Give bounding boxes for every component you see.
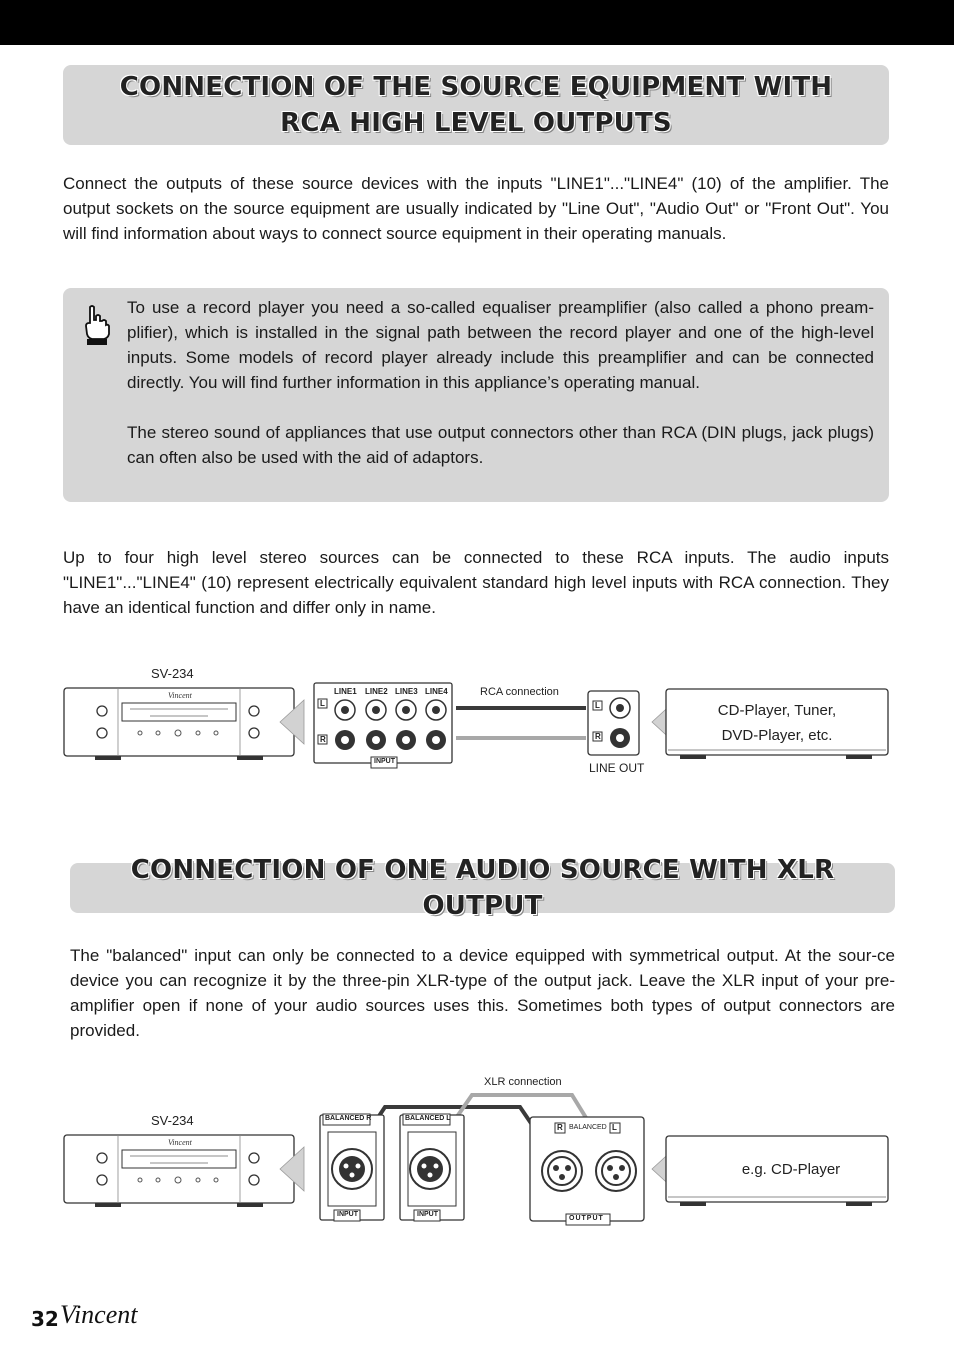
output-l-marker: L xyxy=(612,1123,617,1132)
input-line3-label: LINE3 xyxy=(395,687,418,696)
amplifier-front-2 xyxy=(64,1135,294,1207)
output-r-marker: R xyxy=(557,1123,563,1132)
model-label-2: SV-234 xyxy=(151,1113,194,1128)
input-line2-label: LINE2 xyxy=(365,687,388,696)
source-device-1-line1: CD-Player, Tuner, xyxy=(717,702,837,719)
input-label-1: INPUT xyxy=(374,758,395,765)
input-line4-label: LINE4 xyxy=(425,687,448,696)
input-left-marker: L xyxy=(320,699,325,708)
page-number: 32 xyxy=(31,1307,59,1331)
input-line1-label: LINE1 xyxy=(334,687,357,696)
section2-title: CONNECTION OF ONE AUDIO SOURCE WITH XLR OUTPUT xyxy=(130,855,835,921)
source-device-2-label: e.g. CD-Player xyxy=(741,1161,841,1178)
balanced-l-label: BALANCED L xyxy=(405,1115,451,1122)
lineout-left-marker: L xyxy=(595,701,600,710)
source-device-1-line2: DVD-Player, etc. xyxy=(721,727,833,744)
balanced-r-label: BALANCED R xyxy=(325,1115,372,1122)
section1-body: Up to four high level stereo sources can be connected to these RCA inputs. The audio inputs "LINE1"..."LINE4" (10) represent electrically equivalent standard high level inputs with RCA connection. They have an identical function and differ only in name. xyxy=(63,548,889,617)
note-paragraph-1: To use a record player you need a so-called equaliser preamplifier (also called a phono pream-plifier), which is installed in the signal path between the record player and one of the high-level inputs. Some models of record player already include this preamplifier and can be connected directly. You will find further information in this appliance’s operating manual. xyxy=(127,298,874,392)
model-label-1: SV-234 xyxy=(151,666,194,681)
brand-logo: Vincent xyxy=(60,1300,138,1329)
input-label-3: INPUT xyxy=(417,1211,438,1218)
section2-body: The "balanced" input can only be connected to a device equipped with symmetrical output. At the sour-ce device you can recognize it by the three-pin XLR-type of the output jack. Leave the XLR input of your pre-amplifier open if none of your audio sources uses this. Sometimes both types of output connectors are provided. xyxy=(70,946,895,1040)
line-out-label: LINE OUT xyxy=(589,761,645,775)
section1-title-line2: RCA HIGH LEVEL OUTPUTS xyxy=(280,108,672,138)
balanced-r-input xyxy=(320,1114,384,1221)
note-paragraph-2: The stereo sound of appliances that use output connectors other than RCA (DIN plugs, jack plugs) can often also be used with the aid of adaptors. xyxy=(127,423,874,467)
xlr-output-panel xyxy=(530,1117,644,1225)
rca-connection-label: RCA connection xyxy=(480,686,559,698)
output-label: OUTPUT xyxy=(569,1215,604,1222)
section1-intro: Connect the outputs of these source devices with the inputs "LINE1"..."LINE4" (10) of the amplifier. The output sockets on the source equipment are usually indicated by "Line Out", "Audio Out" or "Front Out". You will find information about ways to connect source equipment in their operating manuals. xyxy=(63,174,889,243)
xlr-connection-label: XLR connection xyxy=(484,1076,562,1088)
input-right-marker: R xyxy=(320,735,326,744)
lineout-right-marker: R xyxy=(595,732,601,741)
svg-text:Vincent: Vincent xyxy=(168,1138,192,1147)
input-label-2: INPUT xyxy=(337,1211,358,1218)
output-balanced-label: BALANCED xyxy=(569,1124,607,1131)
section1-title-line1: CONNECTION OF THE SOURCE EQUIPMENT WITH xyxy=(119,72,833,102)
balanced-l-input xyxy=(400,1114,464,1221)
svg-text:Vincent: Vincent xyxy=(168,691,192,700)
